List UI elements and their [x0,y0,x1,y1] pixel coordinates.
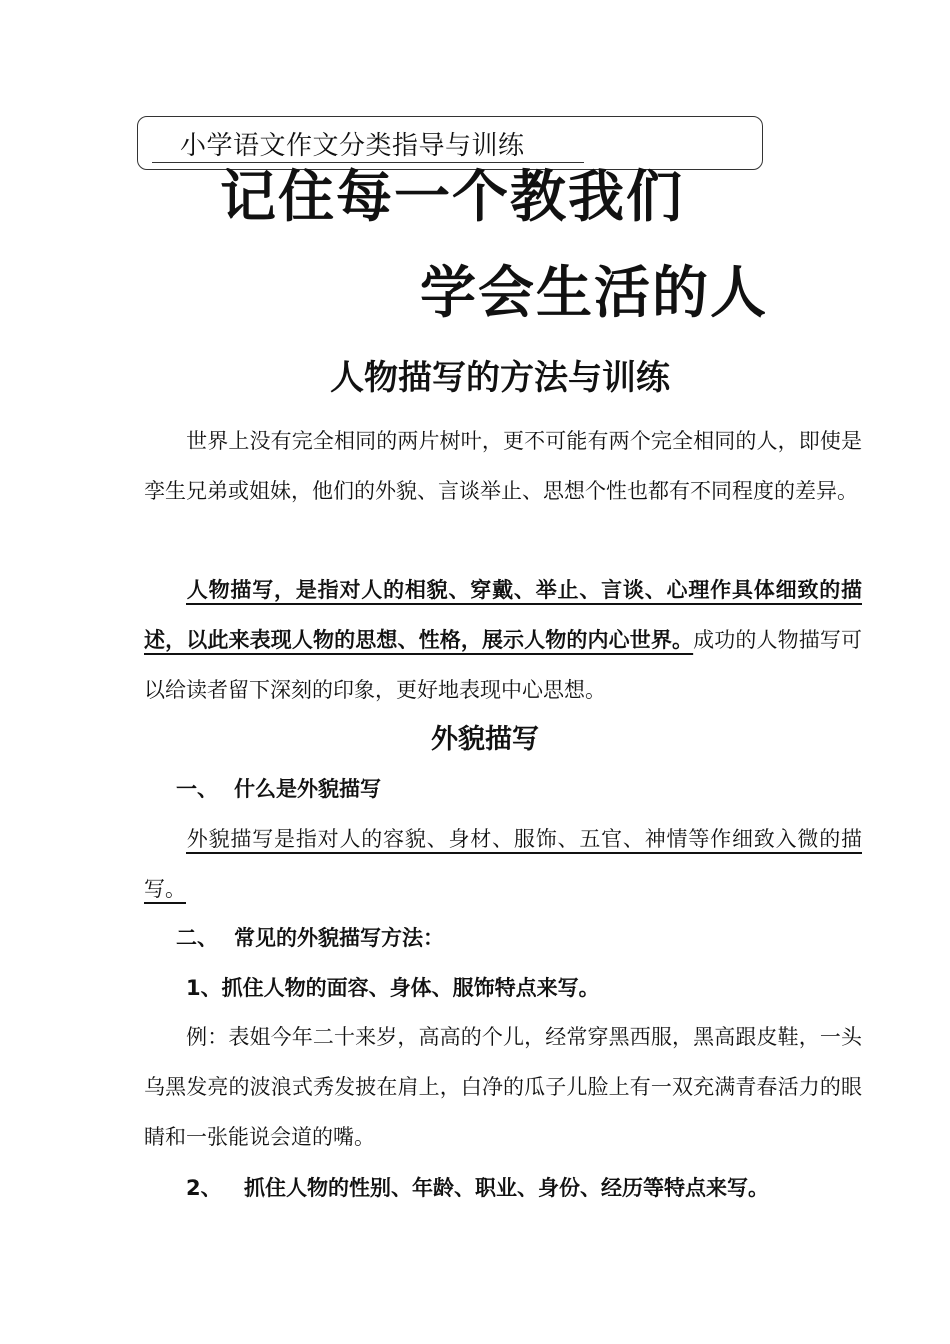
definition-bold-text: 人物描写，是指对人的相貌、穿戴、举止、言谈、心理作具体细致的描述，以此来表现人物的思想、性格，展示人物的内心世界。 [144,578,862,652]
appearance-definition-text: 外貌描写是指对人的容貌、身材、服饰、五官、神情等作细致入微的描写。 [144,827,862,901]
main-title-line2: 学会生活的人 [420,261,768,326]
heading-methods [176,918,444,958]
method-number: 2、 [186,1176,222,1200]
method-2-heading [186,1168,769,1208]
section-title: 外貌描写 [431,724,539,755]
heading-text: 常见的外貌描写方法： [234,926,444,950]
heading-text: 什么是外貌描写 [234,777,381,801]
appearance-definition [144,814,862,914]
subtitle: 人物描写的方法与训练 [330,358,670,398]
definition-paragraph [144,565,862,715]
intro-paragraph [144,416,862,516]
heading-what-is [176,769,381,809]
heading-number: 二、 [176,926,218,950]
header-label: 小学语文作文分类指导与训练 [152,130,584,163]
heading-number: 一、 [176,777,218,801]
definition-rest-text: 成功的人物描写可以给读者留下深刻的印象，更好地表现中心思想。 [144,628,863,702]
intro-text: 世界上没有完全相同的两片树叶，更不可能有两个完全相同的人，即使是孪生兄弟或姐妹，他们的外貌、言谈举止、思想个性也都有不同程度的差异。 [144,429,862,503]
main-title-line1: 记住每一个教我们 [220,165,684,230]
example-paragraph [144,1012,862,1162]
method-1-heading: 1、抓住人物的面容、身体、服饰特点来写。 [186,976,600,1000]
example-text: 例：表姐今年二十来岁，高高的个儿，经常穿黑西服，黑高跟皮鞋，一头乌黑发亮的波浪式秀发披在肩上，白净的瓜子儿脸上有一双充满青春活力的眼睛和一张能说会道的嘴。 [144,1025,862,1149]
method-text: 抓住人物的性别、年龄、职业、身份、经历等特点来写。 [244,1176,769,1200]
